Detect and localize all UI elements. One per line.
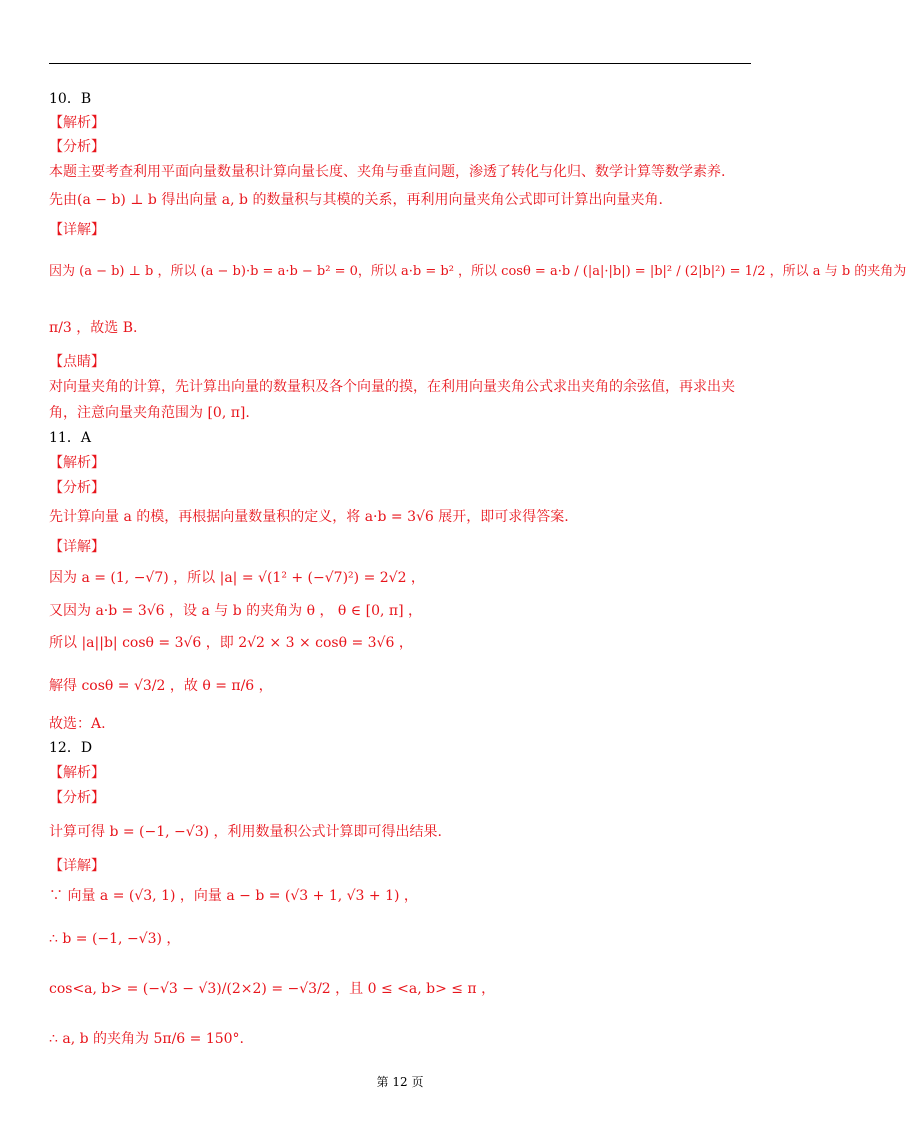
q10-fenxi-heading: 【分析】 xyxy=(49,139,105,155)
q12-answer: 12．D xyxy=(49,740,93,756)
q12-fenxi-heading: 【分析】 xyxy=(49,790,105,806)
q10-jiexi-heading: 【解析】 xyxy=(49,115,105,131)
q11-detail-3: 所以 |a||b| cosθ = 3√6 ，即 2√2 × 3 × cosθ = 3√6 ， xyxy=(49,635,413,651)
q11-detail-5: 故选：A. xyxy=(49,716,106,732)
q12-analysis: 计算可得 b = (−1, −√3) ，利用数量积公式计算即可得出结果. xyxy=(49,824,442,840)
q11-analysis: 先计算向量 a 的模，再根据向量数量积的定义，将 a·b = 3√6 展开，即可求得答案. xyxy=(49,509,569,525)
q11-detail-4: 解得 cosθ = √3/2 ，故 θ = π/6 ， xyxy=(49,678,273,694)
q10-note-1: 对向量夹角的计算，先计算出向量的数量积及各个向量的摸，在利用向量夹角公式求出夹角的余弦值，再求出夹 xyxy=(49,379,735,395)
q12-detail-3: cos<a, b> = (−√3 − √3)/(2×2) = −√3/2 ，且 0 ≤ <a, b> ≤ π ， xyxy=(49,981,496,997)
page-footer: 第 12 页 xyxy=(376,1075,424,1089)
q11-jiexi-heading: 【解析】 xyxy=(49,455,105,471)
q10-dianjing-heading: 【点睛】 xyxy=(49,354,105,370)
q12-xiangjie-heading: 【详解】 xyxy=(49,858,105,874)
q12-detail-2: ∴ b = (−1, −√3) ， xyxy=(49,931,181,947)
q10-analysis-1: 本题主要考查利用平面向量数量积计算向量长度、夹角与垂直问题，渗透了转化与化归、数学计算等数学素养. xyxy=(49,164,726,180)
q11-answer: 11．A xyxy=(49,430,91,446)
q10-detail-2: π/3 ，故选 B. xyxy=(49,320,138,336)
q10-detail-1: 因为 (a − b) ⊥ b ，所以 (a − b)·b = a·b − b² = 0，所以 a·b = b² ，所以 cosθ = a·b / (|a|·|b|) = |b|² / (2|b|²) = 1/2 ，所以 a 与 b 的夹角为 xyxy=(49,264,906,279)
q12-jiexi-heading: 【解析】 xyxy=(49,765,105,781)
q11-detail-2: 又因为 a·b = 3√6 ，设 a 与 b 的夹角为 θ ， θ ∈ [0, π] ， xyxy=(49,603,422,619)
q11-fenxi-heading: 【分析】 xyxy=(49,480,105,496)
q10-note-2: 角，注意向量夹角范围为 [0, π]. xyxy=(49,405,250,421)
q12-detail-1: ∵ 向量 a = (√3, 1) ，向量 a − b = (√3 + 1, √3 + 1) ， xyxy=(49,888,418,904)
q10-analysis-2: 先由(a − b) ⊥ b 得出向量 a, b 的数量积与其模的关系，再利用向量夹角公式即可计算出向量夹角. xyxy=(49,192,663,208)
header-rule xyxy=(49,63,751,64)
q12-detail-4: ∴ a, b 的夹角为 5π/6 = 150°. xyxy=(49,1031,245,1047)
q11-xiangjie-heading: 【详解】 xyxy=(49,539,105,555)
q11-detail-1: 因为 a = (1, −√7) ，所以 |a| = √(1² + (−√7)²) = 2√2 ， xyxy=(49,570,425,586)
q10-answer: 10．B xyxy=(49,91,92,107)
q10-xiangjie-heading: 【详解】 xyxy=(49,222,105,238)
